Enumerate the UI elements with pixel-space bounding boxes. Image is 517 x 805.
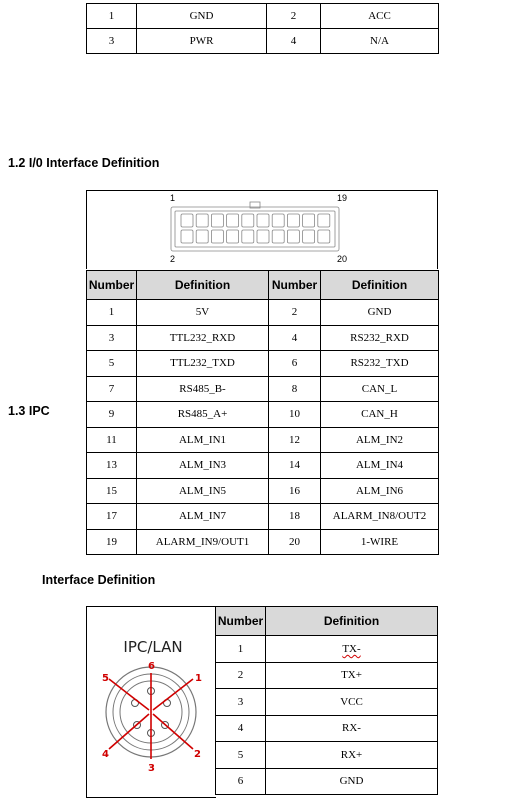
pin-number: 6 [216, 768, 266, 795]
pin-number: 5 [87, 351, 137, 377]
lan-connector-icon [87, 607, 216, 797]
pin-4-label: 4 [102, 749, 109, 760]
pin-definition: 5V [137, 300, 269, 326]
connector-pin-cell [181, 214, 193, 227]
pin-label-top-right: 19 [337, 193, 348, 203]
connector-pin-cell [287, 214, 299, 227]
pin-definition: CAN_L [321, 376, 439, 402]
pin-number: 4 [216, 715, 266, 742]
connector-diagram [86, 190, 438, 269]
pin-number: 1 [87, 300, 137, 326]
pin-5-label: 5 [102, 673, 109, 684]
pin-definition: ALARM_IN9/OUT1 [137, 529, 269, 555]
power-pin-table [86, 3, 439, 54]
pin-number: 20 [269, 529, 321, 555]
table-row [216, 768, 438, 795]
pin-definition: ACC [321, 4, 439, 29]
connector-pin-cell [287, 230, 299, 243]
pin-number: 3 [216, 689, 266, 716]
pin-label-bottom-right: 20 [337, 254, 348, 264]
pin-definition: RX- [266, 715, 438, 742]
pin-number: 2 [269, 300, 321, 326]
io-section-heading: 1.2 I/0 Interface Definition [8, 156, 160, 170]
pin-definition: ALM_IN4 [321, 453, 439, 479]
pin-3-label: 3 [148, 763, 155, 774]
connector-pin-cell [211, 230, 223, 243]
pin-definition: GND [266, 768, 438, 795]
pin-definition-text: TX- [342, 642, 361, 655]
pin-number: 2 [216, 662, 266, 689]
pin-number: 3 [87, 325, 137, 351]
pin-label-bottom-left: 2 [170, 254, 176, 264]
column-header: Definition [321, 271, 439, 300]
table-row [87, 402, 439, 428]
pin-number: 7 [87, 376, 137, 402]
pin-number: 1 [216, 636, 266, 663]
io-definition-table [86, 270, 439, 555]
connector-pin-cell [272, 230, 284, 243]
pin-definition: GND [137, 4, 267, 29]
connector-pin-cell [272, 214, 284, 227]
pin-definition: TTL232_TXD [137, 351, 269, 377]
connector-pin-cell [303, 214, 315, 227]
pin-definition: ALM_IN7 [137, 504, 269, 530]
pin-number: 2 [267, 4, 321, 29]
connector-icon [87, 191, 437, 269]
pin-number: 19 [87, 529, 137, 555]
connector-pin-cell [211, 214, 223, 227]
column-header: Definition [266, 607, 438, 636]
pin-number: 9 [87, 402, 137, 428]
pin-definition: RS485_A+ [137, 402, 269, 428]
table-row [216, 715, 438, 742]
connector-pin-cell [318, 230, 330, 243]
pin-definition: ALARM_IN8/OUT2 [321, 504, 439, 530]
table-row [87, 376, 439, 402]
column-header: Definition [137, 271, 269, 300]
pin-definition: N/A [321, 29, 439, 54]
table-row [87, 427, 439, 453]
table-row [216, 662, 438, 689]
connector-pin-cell [181, 230, 193, 243]
table-row [87, 351, 439, 377]
pin-number: 4 [267, 29, 321, 54]
connector-pin-cell [242, 214, 254, 227]
column-header: Number [269, 271, 321, 300]
interface-definition-heading: Interface Definition [42, 573, 156, 587]
table-row [216, 636, 438, 663]
pin-definition [266, 636, 438, 663]
table-row [87, 529, 439, 555]
pin-1-label: 1 [195, 673, 202, 684]
pin-definition: PWR [137, 29, 267, 54]
pin-number: 14 [269, 453, 321, 479]
pin-number: 15 [87, 478, 137, 504]
pin-number: 17 [87, 504, 137, 530]
connector-pin-cell [257, 230, 269, 243]
pin-number: 13 [87, 453, 137, 479]
pin-number: 5 [216, 742, 266, 769]
pin-number: 3 [87, 29, 137, 54]
connector-pin-cell [303, 230, 315, 243]
connector-label: IPC/LAN [123, 638, 183, 656]
pin-number: 16 [269, 478, 321, 504]
pin-definition: RS232_RXD [321, 325, 439, 351]
pin-6-label: 6 [148, 661, 155, 672]
pin-number: 6 [269, 351, 321, 377]
table-row [87, 504, 439, 530]
connector-pin-cell [257, 214, 269, 227]
table-row [87, 325, 439, 351]
table-row [87, 453, 439, 479]
connector-pin-cell [227, 214, 239, 227]
pin-definition: TX+ [266, 662, 438, 689]
table-row [87, 29, 439, 54]
pin-label-top-left: 1 [170, 193, 176, 203]
pin-definition: ALM_IN1 [137, 427, 269, 453]
pin-definition: ALM_IN5 [137, 478, 269, 504]
ipc-section-heading: 1.3 IPC [8, 404, 50, 418]
table-header-row [216, 607, 438, 636]
connector-pin-cell [196, 214, 208, 227]
pin-definition: ALM_IN2 [321, 427, 439, 453]
pin-definition: VCC [266, 689, 438, 716]
connector-pin-cell [242, 230, 254, 243]
pin-number: 1 [87, 4, 137, 29]
pin-number: 8 [269, 376, 321, 402]
pin-number: 4 [269, 325, 321, 351]
pin-number: 12 [269, 427, 321, 453]
pin-definition: RS232_TXD [321, 351, 439, 377]
table-header-row [87, 271, 439, 300]
pin-definition: GND [321, 300, 439, 326]
connector-pin-cell [227, 230, 239, 243]
pin-definition: TTL232_RXD [137, 325, 269, 351]
connector-pin-cell [196, 230, 208, 243]
pin-definition: ALM_IN6 [321, 478, 439, 504]
ipc-definition-table [215, 606, 438, 795]
pin-definition: RX+ [266, 742, 438, 769]
pin-2-label: 2 [194, 749, 201, 760]
pin-definition: ALM_IN3 [137, 453, 269, 479]
pin-definition: 1-WIRE [321, 529, 439, 555]
pin-number: 11 [87, 427, 137, 453]
table-row [87, 478, 439, 504]
column-header: Number [216, 607, 266, 636]
pin-definition: RS485_B- [137, 376, 269, 402]
column-header: Number [87, 271, 137, 300]
pin-definition: CAN_H [321, 402, 439, 428]
table-row [216, 742, 438, 769]
pin-number: 18 [269, 504, 321, 530]
table-row [87, 300, 439, 326]
table-row [87, 4, 439, 29]
pin-number: 10 [269, 402, 321, 428]
connector-pin-cell [318, 214, 330, 227]
ipc-connector-diagram [86, 606, 216, 798]
table-row [216, 689, 438, 716]
